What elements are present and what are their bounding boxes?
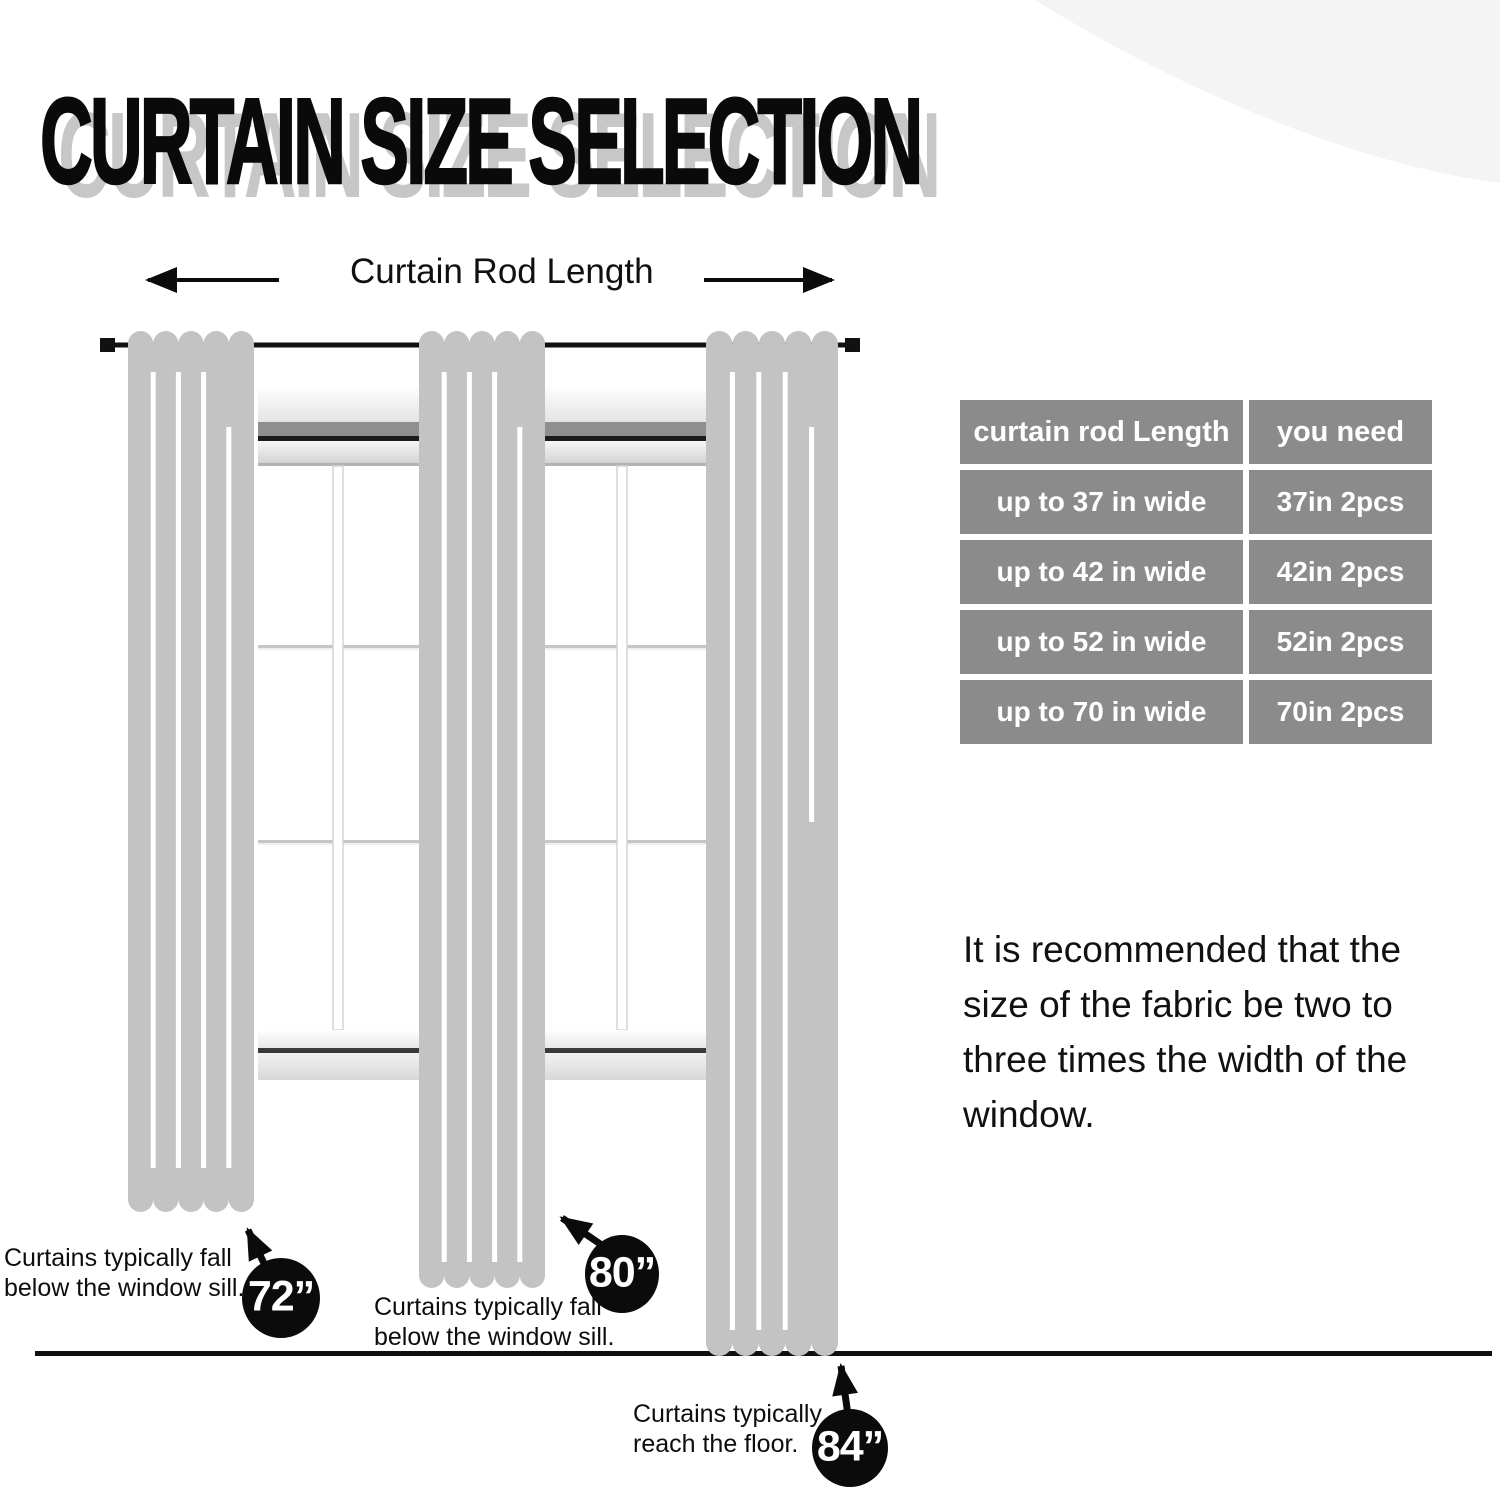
table-cell: up to 37 in wide bbox=[960, 470, 1243, 534]
corner-decoration bbox=[1035, 0, 1500, 183]
annotation-72-line1: Curtains typically fall bbox=[4, 1244, 232, 1272]
annotation-84 bbox=[633, 1399, 822, 1459]
table-cell: 52in 2pcs bbox=[1249, 610, 1432, 674]
page-title: CURTAIN SIZE SELECTION bbox=[40, 73, 921, 209]
table-header-you-need: you need bbox=[1249, 400, 1432, 464]
table-header-rod-length: curtain rod Length bbox=[960, 400, 1243, 464]
annotation-72 bbox=[4, 1243, 244, 1303]
badge-80-label: 80” bbox=[588, 1248, 656, 1297]
rod-length-label: Curtain Rod Length bbox=[350, 252, 654, 291]
recommendation-note: It is recommended that the size of the fabric be two to three times the width of the window. bbox=[963, 929, 1408, 1135]
curtain-panel-80 bbox=[419, 331, 545, 1288]
table-cell: 70in 2pcs bbox=[1249, 680, 1432, 744]
annotation-80-line2: below the window sill. bbox=[374, 1323, 615, 1351]
annotation-80-line1: Curtains typically fall bbox=[374, 1293, 602, 1321]
badge-72-label: 72” bbox=[247, 1272, 315, 1321]
table-cell: 42in 2pcs bbox=[1249, 540, 1432, 604]
annotation-84-line2: reach the floor. bbox=[633, 1430, 799, 1458]
annotation-80 bbox=[374, 1292, 614, 1352]
table-cell: up to 70 in wide bbox=[960, 680, 1243, 744]
curtain-panel-72 bbox=[128, 331, 254, 1212]
curtain-panel-84 bbox=[706, 331, 838, 1356]
badge-84-label: 84” bbox=[816, 1422, 884, 1471]
annotation-84-line1: Curtains typically bbox=[633, 1400, 822, 1428]
table-cell: 37in 2pcs bbox=[1249, 470, 1432, 534]
table-cell: up to 52 in wide bbox=[960, 610, 1243, 674]
size-table bbox=[960, 400, 1432, 744]
table-cell: up to 42 in wide bbox=[960, 540, 1243, 604]
annotation-72-line2: below the window sill. bbox=[4, 1274, 245, 1302]
